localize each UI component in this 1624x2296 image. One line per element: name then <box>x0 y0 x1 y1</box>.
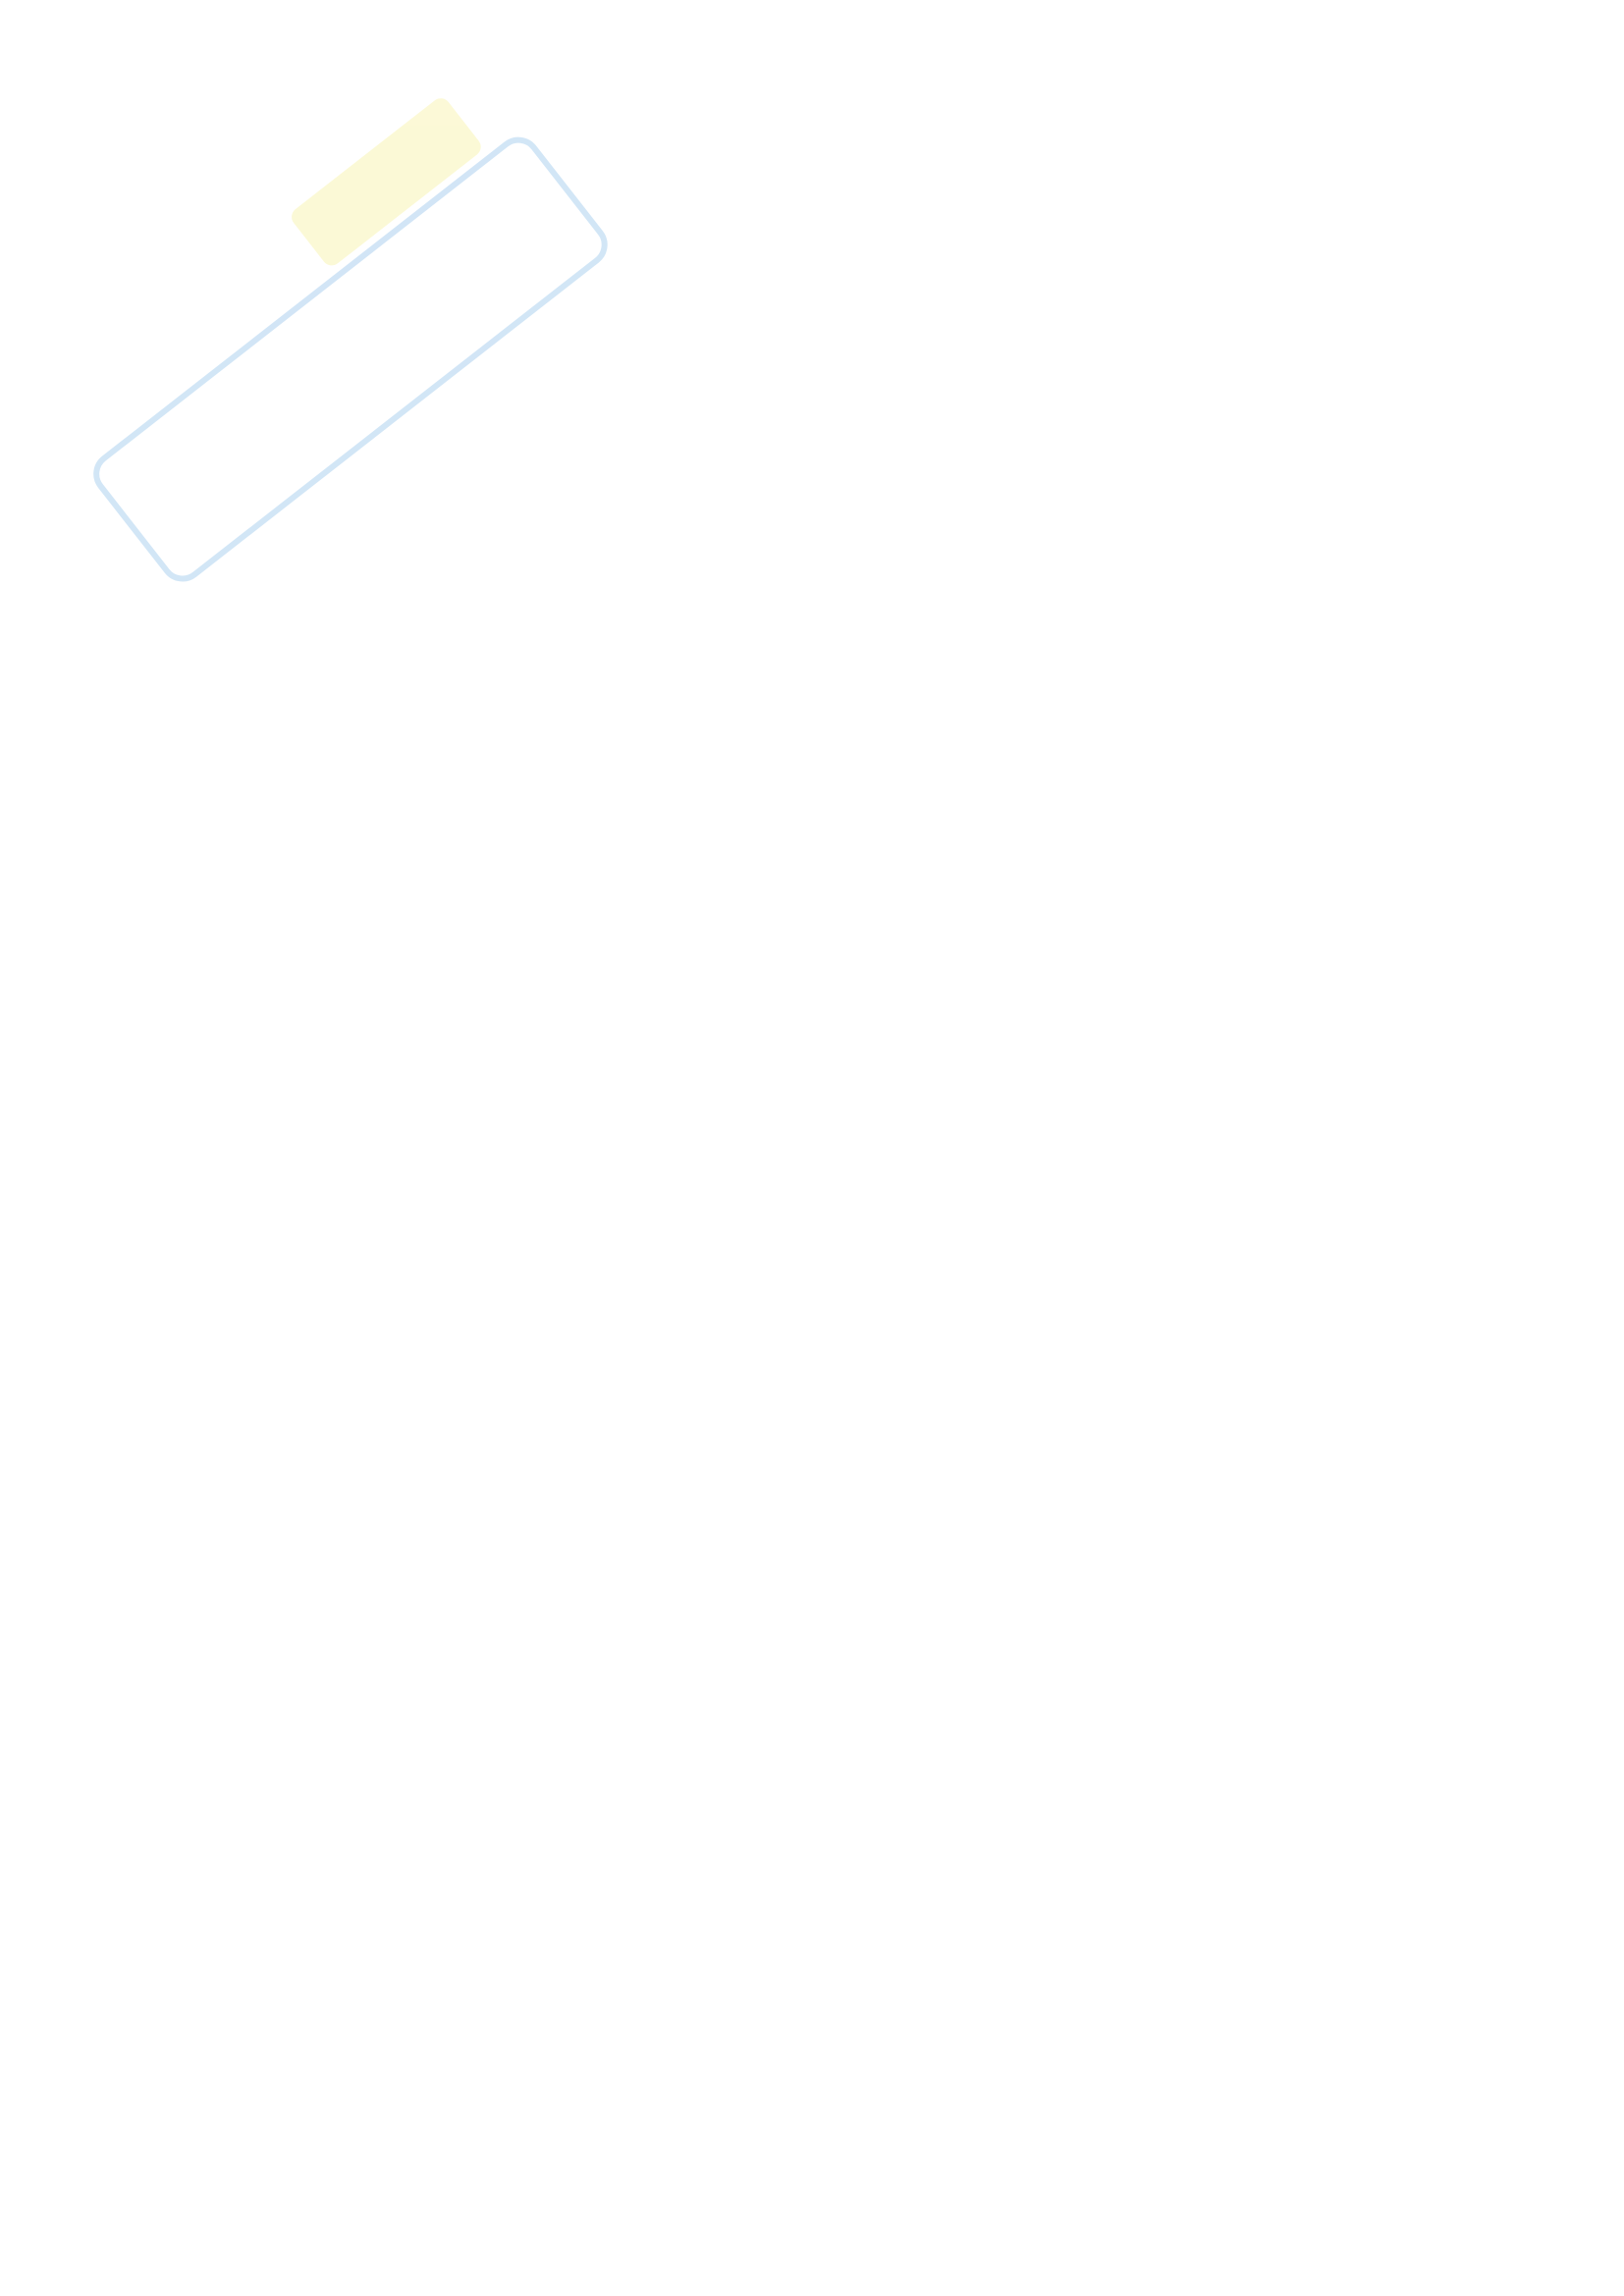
document-body <box>157 187 1475 275</box>
spacer <box>157 233 1475 275</box>
watermark-logo <box>20 88 687 638</box>
